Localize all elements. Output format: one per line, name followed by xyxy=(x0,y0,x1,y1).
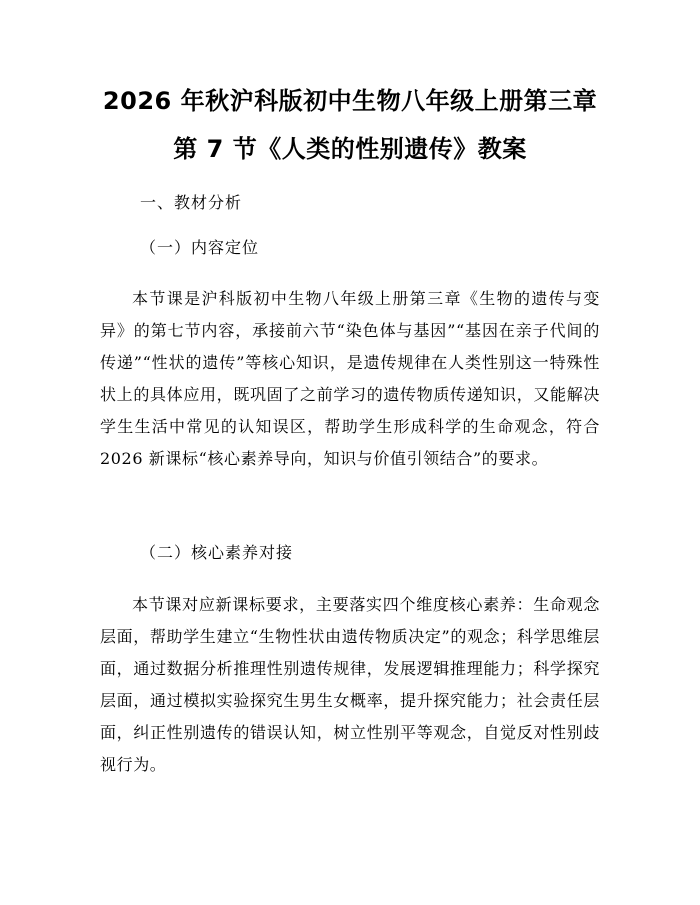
paragraph-core-literacy: 本节课对应新课标要求，主要落实四个维度核心素养：生命观念层面，帮助学生建立“生物性状由遗传物质决定”的观念；科学思维层面，通过数据分析推理性别遗传规律，发展逻辑推理能力；科学探究层面，通过模拟实验探究生男生女概率，提升探究能力；社会责任层面，纠正性别遗传的错误认知，树立性别平等观念，自觉反对性别歧视行为。 xyxy=(100,595,600,774)
document-title-line-2: 第 7 节《人类的性别遗传》教案 xyxy=(173,135,527,163)
paragraph-content-positioning: 本节课是沪科版初中生物八年级上册第三章《生物的遗传与变异》的第七节内容，承接前六节“染色体与基因”“基因在亲子代间的传递”“性状的遗传”等核心知识，是遗传规律在人类性别这一特殊性状上的具体应用，既巩固了之前学习的遗传物质传递知识，又能解决学生生活中常见的认知误区，帮助学生形成科学的生命观念，符合 2026 新课标“核心素养导向，知识与价值引领结合”的要求。 xyxy=(100,289,600,468)
document-title-line-1: 2026 年秋沪科版初中生物八年级上册第三章 xyxy=(102,87,598,115)
subsection-heading-content-positioning: （一）内容定位 xyxy=(140,238,260,257)
subsection-heading-core-literacy: （二）核心素养对接 xyxy=(140,543,294,562)
section-heading-textbook-analysis: 一、教材分析 xyxy=(140,193,243,212)
